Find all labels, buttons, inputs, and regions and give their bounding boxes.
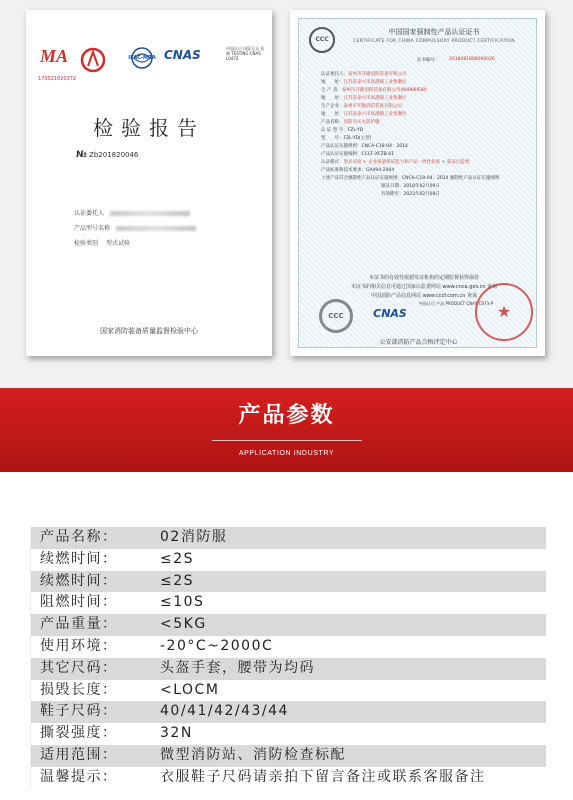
cert-line-value: 消防员灭火防护服 <box>343 120 380 125</box>
cert-line-label: 型 号： <box>321 136 344 141</box>
report-number-value: Zb201820046 <box>89 151 139 159</box>
certificate-lines <box>321 71 536 199</box>
spec-value: <5KG <box>160 616 207 633</box>
spec-label: 续燃时间： <box>40 572 118 589</box>
cert-line-label: 颁证日期： <box>381 184 404 189</box>
cert-line-value: 泰州市开隆消防装备有限公司 <box>343 104 402 109</box>
cnas-badge-text: 中国认可 产品 PRODUCT CNAS C073-P <box>419 301 494 306</box>
spec-label: 产品重量： <box>40 616 118 633</box>
footer-line: 本证书的有效性依据发证机构的定期监督获得保持 <box>368 275 479 281</box>
cert-line-value: FZL-YD <box>347 128 364 133</box>
report-issuer: 国家消防装备质量监督检验中心 <box>100 327 198 335</box>
ccc-mark-icon: CCC <box>309 27 335 53</box>
field-client-label: 认证委托人 <box>74 210 105 217</box>
cal-logo-icon <box>78 46 108 74</box>
cert-line <box>321 143 536 151</box>
spec-row <box>30 680 546 702</box>
cert-line <box>321 183 536 191</box>
spec-label: 撕裂强度： <box>40 725 118 742</box>
spec-label: 鞋子尺码： <box>40 703 118 720</box>
spec-value: 02消防服 <box>160 529 228 545</box>
cert-line-label: 生产企业： <box>321 104 344 109</box>
cert-line-label: 地 址： <box>321 112 344 117</box>
spec-value: 头盔手套，腰带为均码 <box>160 659 315 676</box>
cert-line-value: 江苏省泰兴市高港镇工业集聚区 <box>343 112 407 117</box>
cert-line-label: 产品认证实施细则： <box>321 152 362 157</box>
report-title: 检验报告 <box>93 116 205 140</box>
ma-logo-icon: MA <box>40 46 69 66</box>
cert-line-value: GA494-2004 <box>366 168 395 173</box>
cert-line <box>321 127 536 135</box>
cert-line-value: 2018年02月09日 <box>403 184 440 189</box>
spec-value: -20°C~2000C <box>160 637 274 654</box>
ccc-badge-icon: CCC <box>319 299 353 333</box>
spec-row <box>30 614 546 636</box>
cert-line-value: FZL-YD(主型) <box>343 136 372 141</box>
banner-subtitle: APPLICATION INDUSTRY <box>238 450 335 457</box>
cert-line <box>321 167 536 175</box>
cert-line-label: 产品认证实施规则： <box>321 144 362 149</box>
spec-label: 损毁长度： <box>40 681 118 698</box>
spec-row <box>30 571 546 593</box>
field-client <box>74 208 190 217</box>
cert-line-value: 江苏省泰兴市高港镇工业集聚区 <box>343 80 407 85</box>
cert-line <box>321 87 536 95</box>
field-test-type-value: 型式试验 <box>105 240 130 247</box>
spec-row <box>30 745 546 767</box>
cert-line-label: 生 产 者： <box>321 88 342 93</box>
ilac-mra-logo-icon <box>124 46 160 74</box>
cert-line-value: 型式试验 + 企业质量保证能力和产品一致性检查 + 获证后监督 <box>343 160 470 165</box>
cert-line-value: CNCA-C18-04：2014 强制性产品认证实施细则 <box>402 176 500 181</box>
cert-line-label: 认 证 型 号： <box>321 128 348 133</box>
spec-value: 32N <box>160 725 193 742</box>
certificate-inner <box>298 18 537 348</box>
cnas-badge-icon: CNAS <box>373 307 407 320</box>
spec-row <box>30 767 546 789</box>
logo-number: 170021020372 <box>38 76 77 82</box>
spec-value: 衣服鞋子尺码请亲拍下留言备注或联系客服备注 <box>160 768 486 785</box>
cert-line <box>321 175 536 183</box>
ilac-mra-text: ILAC-MRA <box>128 55 156 61</box>
footer-line: 本证书的相关信息可通过国家认监委网站 www.cnca.gov.cn 查询 <box>350 284 498 290</box>
spec-row <box>30 636 546 658</box>
cert-line <box>321 135 536 143</box>
cert-line-label: 有效期至： <box>381 192 404 197</box>
spec-value: <LOCM <box>160 681 220 698</box>
certificate-issuer: 公安部消防产品合格评定中心 <box>379 339 458 346</box>
cert-line-label: 地 址： <box>321 80 344 85</box>
cert-line-value: 泰州市开隆消防装备有限公司(60066938) <box>341 88 427 93</box>
banner-divider <box>212 440 362 441</box>
report-number <box>76 150 138 160</box>
certificate-header: 中国国家强制性产品认证证书 <box>388 28 480 36</box>
red-seal-icon: ★ <box>475 283 533 341</box>
certificate-area <box>0 0 573 388</box>
cert-line <box>321 103 536 111</box>
cert-line <box>321 151 536 159</box>
spec-row <box>30 527 546 549</box>
spec-label: 其它尺码： <box>40 659 118 676</box>
cert-line-label: 地 址： <box>321 96 344 101</box>
spec-label: 产品名称： <box>40 529 118 545</box>
cert-line-label: 认证委托人： <box>321 72 348 77</box>
spec-label: 续燃时间： <box>40 550 118 567</box>
cert-line <box>321 95 536 103</box>
spec-value: ≤10S <box>160 594 205 611</box>
blurred-value <box>110 211 190 216</box>
cert-line <box>321 159 536 167</box>
cert-line <box>321 191 536 199</box>
cert-line-value: CCCF-XFZB-01 <box>361 152 395 157</box>
spec-value: 微型消防站、消防检查标配 <box>160 746 346 763</box>
cert-line-label: 产品名称： <box>321 120 344 125</box>
cert-line-label: 认证模式： <box>321 160 344 165</box>
spec-label: 阻燃时间： <box>40 594 118 611</box>
cert-line-value: 泰州市开隆消防装备有限公司 <box>348 72 407 77</box>
cnas-logo-icon: CNAS <box>164 48 201 62</box>
logo-note: 中国认可 国际互认 检测 TESTING CNAS L0472 <box>226 46 265 61</box>
banner-title: 产品参数 <box>238 403 335 428</box>
spec-value: ≤2S <box>160 572 195 589</box>
cert-line <box>321 71 536 79</box>
accreditation-logos <box>38 46 265 90</box>
field-test-type-label: 检验类别 <box>74 240 99 247</box>
spec-value: 40/41/42/43/44 <box>160 703 289 720</box>
cert-line-value: 2023年02月08日 <box>403 192 440 197</box>
field-product-model-label: 产品型号名称 <box>74 225 111 232</box>
spec-label: 适用范围： <box>40 746 118 763</box>
spec-row <box>30 723 546 745</box>
field-product-model <box>74 223 196 232</box>
spec-value: ≤2S <box>160 550 195 567</box>
footer-line: 中国消防产品信息网站 www.cccf.com.cn 查询 <box>371 293 477 299</box>
spec-label: 温馨提示： <box>40 768 118 785</box>
cert-line <box>321 79 536 87</box>
ccc-certificate-document <box>290 10 545 356</box>
certificate-number: 2018081808000026 <box>449 57 495 62</box>
cert-line-value: 江苏省泰兴市高港镇工业集聚区 <box>343 96 407 101</box>
cert-line-label: 产品标准和技术要求： <box>321 168 366 173</box>
field-test-type <box>74 238 130 247</box>
report-number-prefix: № <box>76 150 87 160</box>
cert-line <box>321 111 536 119</box>
spec-row <box>30 592 546 614</box>
spec-row <box>30 658 546 680</box>
cert-line-label: 上述产品符合强制性产品认证实施规则： <box>321 176 402 181</box>
inspection-report-document <box>26 10 272 356</box>
spec-table <box>30 527 546 789</box>
cert-line <box>321 119 536 127</box>
certificate-number-label: 证书编号： <box>417 58 440 63</box>
spec-row <box>30 549 546 571</box>
spec-label: 使用环境： <box>40 637 118 654</box>
cert-line-value: CNCA-C18-04：2014 <box>361 144 408 149</box>
certificate-header-en: CERTIFICATE FOR CHINA COMPULSORY PRODUCT CERTIFICATION <box>353 39 515 44</box>
spec-row <box>30 701 546 723</box>
blurred-value <box>116 226 196 231</box>
